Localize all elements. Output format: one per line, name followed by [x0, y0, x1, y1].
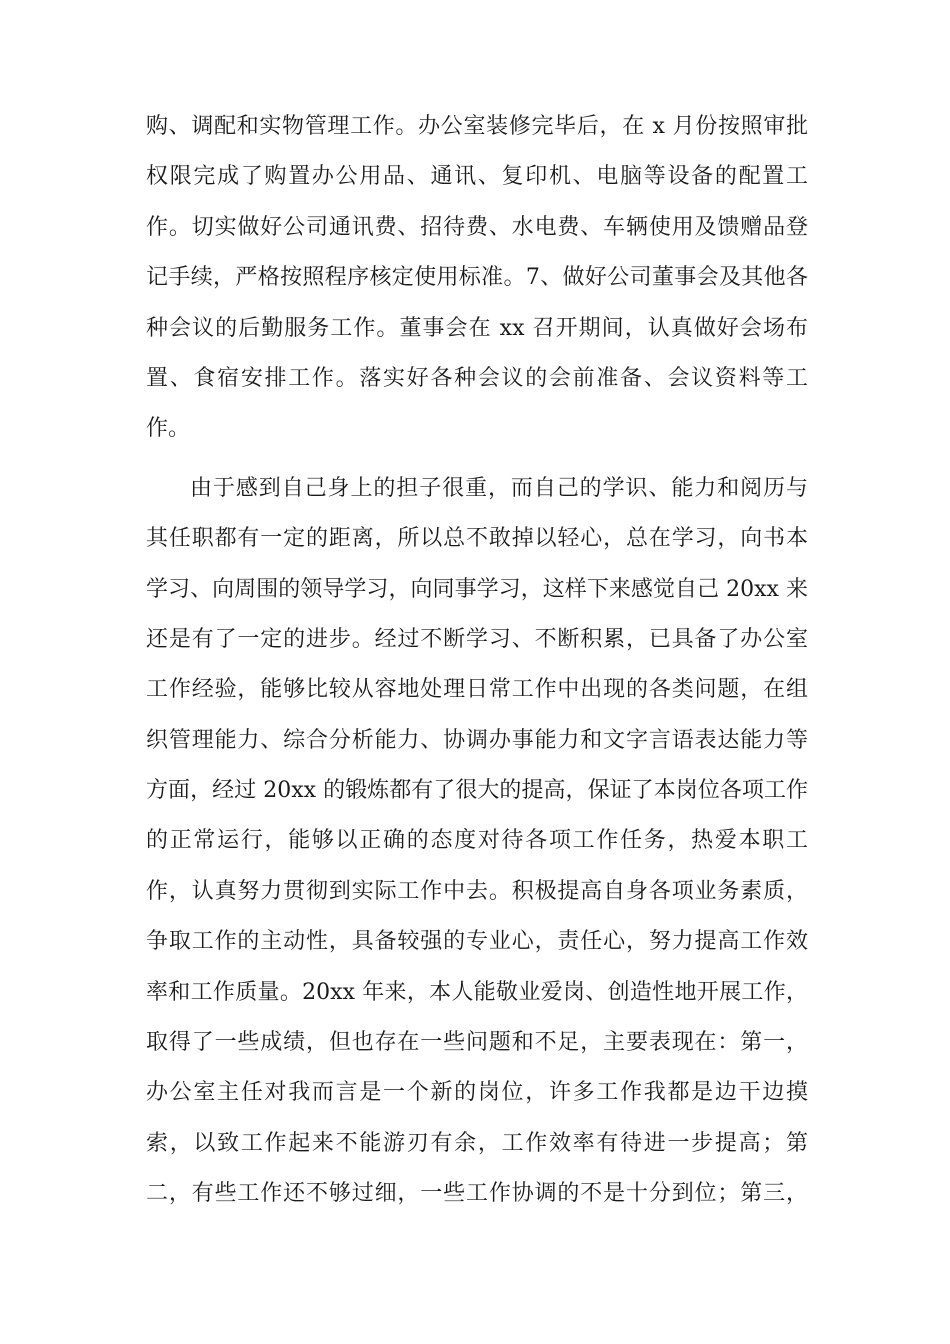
text-line: 购、调配和实物管理工作。办公室装修完毕后，在 x 月份按照审批	[146, 114, 808, 139]
text-line: 由于感到自己身上的担子很重，而自己的学识、能力和阅历与	[190, 475, 808, 501]
text-line: 作。	[146, 416, 191, 442]
text-line: 方面，经过 20xx 的锻炼都有了很大的提高，保证了本岗位各项工作	[146, 778, 808, 804]
text-line: 争取工作的主动性，具备较强的专业心，责任心，努力提高工作效	[146, 929, 808, 955]
text-line: 置、食宿安排工作。落实好各种会议的会前准备、会议资料等工	[146, 365, 808, 391]
text-line: 织管理能力、综合分析能力、协调办事能力和文字言语表达能力等	[146, 727, 808, 753]
text-line: 学习、向周围的领导学习，向同事学习，这样下来感觉自己 20xx 来	[146, 576, 808, 602]
text-line: 权限完成了购置办公用品、通讯、复印机、电脑等设备的配置工	[146, 164, 808, 190]
paragraph-2	[146, 464, 808, 1220]
text-line: 索，以致工作起来不能游刃有余，工作效率有待进一步提高；第	[146, 1130, 808, 1156]
text-line: 取得了一些成绩，但也存在一些问题和不足，主要表现在：第一，	[146, 1030, 808, 1056]
text-line: 的正常运行，能够以正确的态度对待各项工作任务，热爱本职工	[146, 828, 808, 854]
paragraph-1	[146, 102, 808, 455]
text-line: 记手续，严格按照程序核定使用标准。7、做好公司董事会及其他各	[146, 265, 808, 291]
text-line: 工作经验，能够比较从容地处理日常工作中出现的各类问题，在组	[146, 677, 808, 703]
text-line: 办公室主任对我而言是一个新的岗位，许多工作我都是边干边摸	[146, 1080, 808, 1106]
text-line: 作。切实做好公司通讯费、招待费、水电费、车辆使用及馈赠品登	[146, 214, 808, 240]
text-line: 作，认真努力贯彻到实际工作中去。积极提高自身各项业务素质，	[146, 878, 808, 904]
document-body	[146, 102, 808, 1220]
text-line: 种会议的后勤服务工作。董事会在 xx 召开期间，认真做好会场布	[146, 315, 808, 341]
text-line: 还是有了一定的进步。经过不断学习、不断积累，已具备了办公室	[146, 626, 808, 652]
text-line: 二，有些工作还不够过细，一些工作协调的不是十分到位；第三，	[146, 1181, 808, 1207]
text-line: 率和工作质量。20xx 年来，本人能敬业爱岗、创造性地开展工作，	[146, 979, 808, 1005]
text-line: 其任职都有一定的距离，所以总不敢掉以轻心，总在学习，向书本	[146, 526, 808, 552]
